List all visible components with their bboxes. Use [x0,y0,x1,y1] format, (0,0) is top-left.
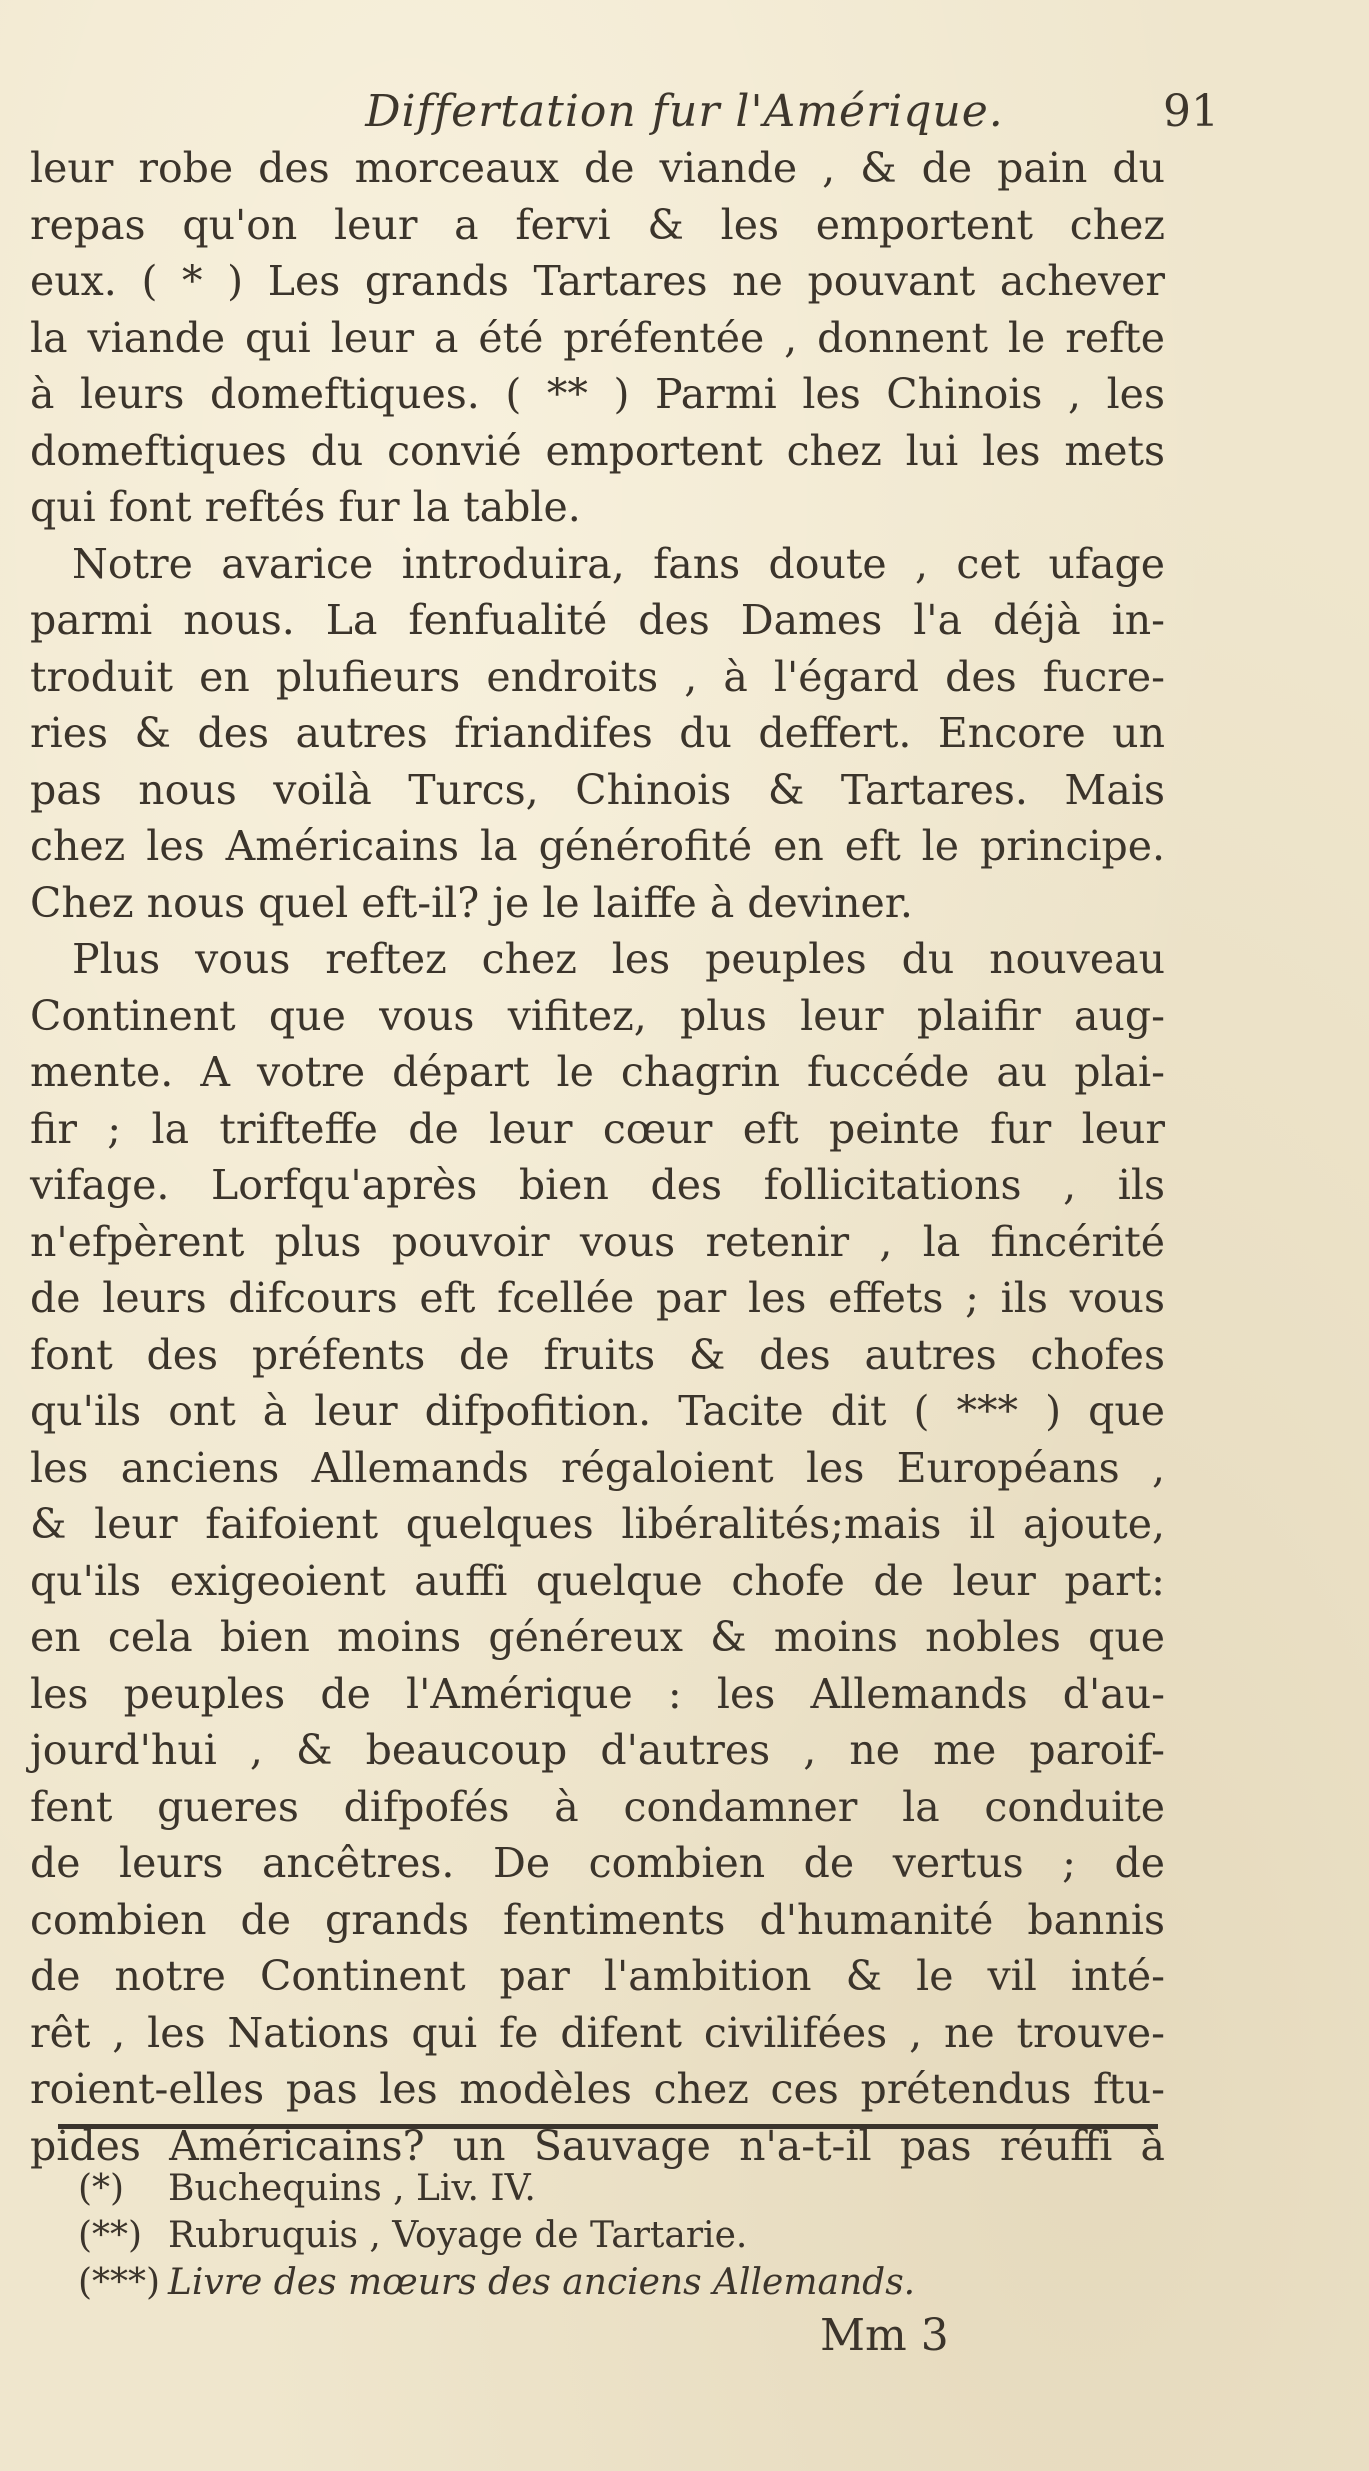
text-line: chez les Américains la générofité en eft le principe. [30,822,1165,870]
text-line: jourd'hui , & beaucoup d'autres , ne me paroif- [30,1726,1165,1774]
text-line: pides Américains? un Sauvage n'a-t-il pas réuffi à [30,2121,1165,2170]
text-line: qu'ils exigeoient auffi quelque chofe de leur part: [30,1556,1165,1605]
text-line: de leurs difcours eft fcellée par les effets ; ils vous [30,1274,1165,1322]
text-line: vifage. Lorfqu'après bien des follicitations , ils [30,1161,1165,1209]
text-line: pas nous voilà Turcs, Chinois & Tartares. Mais [30,765,1165,814]
footnotes [78,2165,1178,2306]
text-line: les peuples de l'Amérique : les Allemands d'au- [30,1669,1165,1718]
text-line: roient-elles pas les modèles chez ces prétendus ftu- [30,2065,1165,2113]
text-line: rêt , les Nations qui fe difent civilifées , ne trouve- [30,2008,1165,2057]
footnote-text: Rubruquis , Voyage de Tartarie. [168,2215,748,2256]
text-line: Plus vous reftez chez les peuples du nouveau [72,935,1165,983]
footnote-marker: (***) [78,2262,161,2303]
text-line: de notre Continent par l'ambition & le vil inté- [30,1952,1165,2000]
footnote-rule [58,2124,1158,2129]
text-line: à leurs domeftiques. ( ** ) Parmi les Chinois , les [30,370,1165,418]
footnote [78,2259,1178,2306]
text-line: qu'ils ont à leur difpofition. Tacite dit ( *** ) que [30,1387,1165,1435]
text-line: en cela bien moins généreux & moins nobles que [30,1613,1165,1661]
footnote-marker: (*) [78,2168,125,2209]
footnote-text: Buchequins , Liv. IV. [168,2168,536,2209]
text-line: Continent que vous vifitez, plus leur plaifir aug- [30,991,1165,1040]
page-header [40,86,1329,146]
text-line: ries & des autres friandifes du deffert. Encore un [30,709,1165,757]
text-line: & leur faifoient quelques libéralités;mais il ajoute, [30,1500,1165,1548]
text-line: qui font reftés fur la table. [30,483,581,531]
text-line: fir ; la trifteffe de leur cœur eft peinte fur leur [30,1104,1165,1153]
text-line: eux. ( * ) Les grands Tartares ne pouvant achever [30,257,1165,305]
footnote [78,2165,1178,2212]
footnote-text: Livre des mœurs des anciens Allemands. [168,2262,916,2303]
text-line: la viande qui leur a été préfentée , donnent le refte [30,313,1165,362]
text-line: de leurs ancêtres. De combien de vertus ; de [30,1839,1165,1887]
text-line: domeftiques du convié emportent chez lui les mets [30,426,1165,475]
body-text [30,140,1165,2174]
text-line: combien de grands fentiments d'humanité bannis [30,1895,1165,1944]
text-line: font des préfents de fruits & des autres chofes [30,1330,1165,1379]
text-line: n'efpèrent plus pouvoir vous retenir , la fincérité [30,1217,1165,1266]
text-line: parmi nous. La fenfualité des Dames l'a déjà in- [30,596,1165,644]
text-line: fent gueres difpofés à condamner la conduite [30,1782,1165,1831]
page-number: 91 [1163,86,1219,137]
text-line: Notre avarice introduira, fans doute , cet ufage [72,539,1165,588]
text-line: leur robe des morceaux de viande , & de pain du [30,144,1165,192]
text-line: les anciens Allemands régaloient les Européans , [30,1443,1165,1492]
text-line: repas qu'on leur a fervi & les emportent chez [30,200,1165,249]
running-title: Differtation fur l'Amérique. [365,86,1004,137]
signature-mark: Mm 3 [820,2310,949,2361]
text-line: Chez nous quel eft-il? je le laiffe à deviner. [30,878,913,927]
footnote-marker: (**) [78,2215,143,2256]
text-line: troduit en plufieurs endroits , à l'égard des fucre- [30,652,1165,701]
footnote [78,2212,1178,2259]
text-line: mente. A votre départ le chagrin fuccéde au plai- [30,1048,1165,1096]
